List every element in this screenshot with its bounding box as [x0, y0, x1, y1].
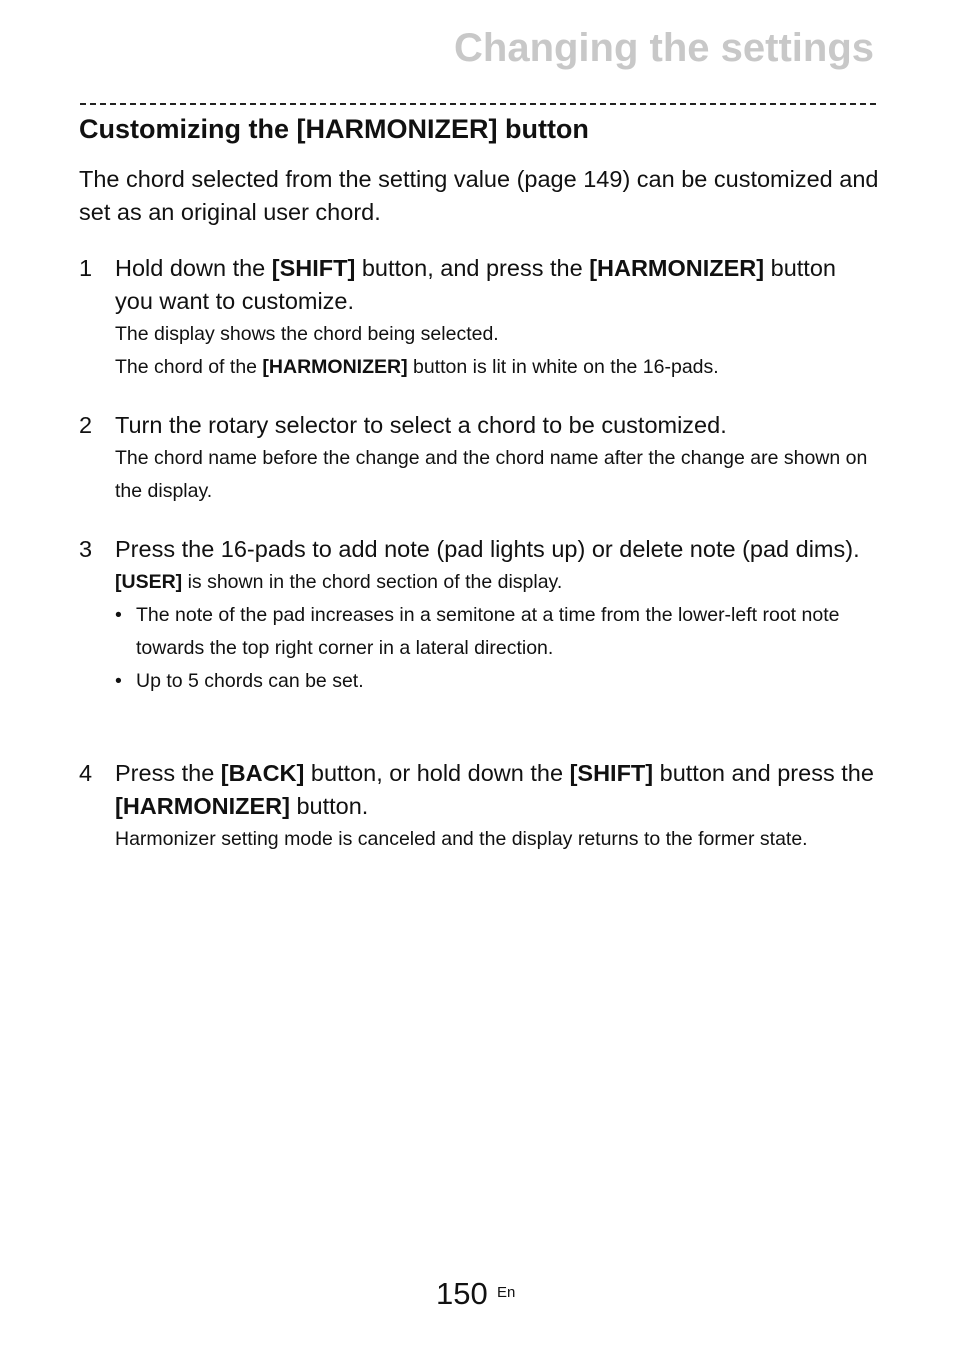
text-run: Turn the rotary selector to select a chord to be customized. [115, 412, 727, 438]
step-note [115, 442, 879, 508]
step-bullets [115, 599, 879, 698]
text-run: button you want to customize. [115, 255, 836, 314]
text-run: button is lit in white on the 16-pads. [407, 356, 719, 378]
button-name: [SHIFT] [569, 760, 654, 786]
step-note [115, 351, 879, 384]
step-notes [115, 442, 879, 508]
step-notes [115, 566, 879, 599]
step-instruction [115, 252, 879, 318]
button-name: [HARMONIZER] [115, 793, 290, 819]
bullet-text: Up to 5 chords can be set. [136, 670, 364, 692]
step-4 [79, 757, 879, 856]
step-note [115, 823, 879, 856]
page-header-title: Changing the settings [454, 26, 874, 70]
text-run: The display shows the chord being selected. [115, 323, 499, 345]
step-number: 1 [79, 255, 93, 281]
button-name: [SHIFT] [271, 255, 356, 281]
button-name: [BACK] [220, 760, 305, 786]
page-language: En [497, 1284, 516, 1301]
text-run: is shown in the chord section of the display. [182, 571, 563, 593]
text-run: Press the 16-pads to add note (pad lights up) or delete note (pad dims). [115, 536, 860, 562]
step-1 [79, 252, 879, 384]
button-name: [USER] [115, 571, 183, 593]
text-run: button, and press the [355, 255, 590, 281]
bullet-text: The note of the pad increases in a semitone at a time from the lower-left root note towards the top right corner in a lateral direction. [136, 604, 840, 659]
step-number: 2 [79, 412, 93, 438]
page-number: 150 [436, 1276, 488, 1311]
text-run: The chord name before the change and the chord name after the change are shown on the display. [115, 447, 868, 502]
section-heading: Customizing the [HARMONIZER] button [79, 114, 589, 144]
button-name: [HARMONIZER] [262, 356, 408, 378]
text-run: button. [289, 793, 369, 819]
bullet-icon: • [115, 604, 122, 626]
button-name: [HARMONIZER] [589, 255, 765, 281]
text-run: The chord of the [115, 356, 263, 378]
bullet-icon: • [115, 670, 122, 692]
step-instruction [115, 533, 879, 566]
step-notes [115, 823, 879, 856]
step-3 [79, 533, 879, 698]
text-run: button and press the [653, 760, 874, 786]
bullet-item [115, 599, 879, 665]
step-notes [115, 318, 879, 384]
text-run: button, or hold down the [304, 760, 570, 786]
step-number: 3 [79, 536, 93, 562]
step-note [115, 566, 879, 599]
step-note [115, 318, 879, 351]
text-run: Press the [115, 760, 221, 786]
bullet-item [115, 665, 879, 698]
step-2 [79, 409, 879, 508]
header-divider [80, 103, 876, 105]
step-instruction [115, 409, 879, 442]
step-instruction [115, 757, 879, 823]
text-run: Harmonizer setting mode is canceled and the display returns to the former state. [115, 828, 808, 850]
step-number: 4 [79, 760, 93, 786]
section-intro: The chord selected from the setting value (page 149) can be customized and set as an original user chord. [79, 166, 879, 225]
text-run: Hold down the [115, 255, 272, 281]
